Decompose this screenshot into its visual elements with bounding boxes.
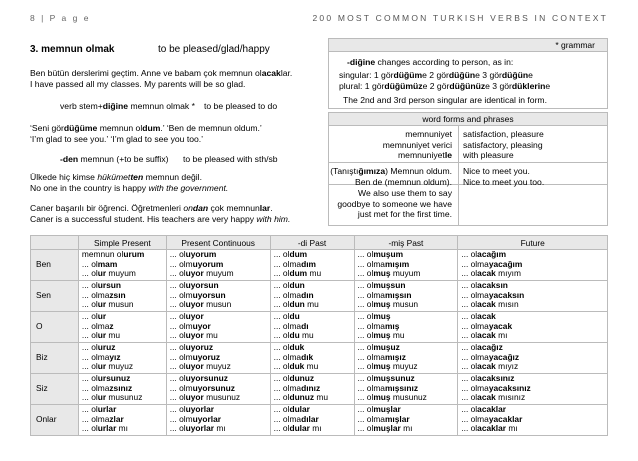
- conjugation-form: ... oluyor muyuz: [169, 361, 231, 372]
- conjugation-form: ... olur muyum: [81, 268, 136, 279]
- conjugation-cell: [78, 250, 166, 281]
- conjugation-form: ... olduk: [273, 342, 305, 352]
- conjugation-form: ... oldun: [273, 280, 305, 290]
- conjugation-form: ... olursunuz: [81, 373, 131, 383]
- word-forms-title: word forms and phrases: [329, 113, 607, 126]
- conjugation-form: ... olmuyor: [169, 320, 211, 331]
- conjugation-form: ... olmayacağım: [461, 258, 523, 269]
- conjugation-form: ... olacak: [461, 311, 496, 321]
- conjugation-cell: [354, 374, 458, 405]
- conjugation-form: ... oldunuz mu: [273, 392, 329, 403]
- conjugation-form: ... olmuşum: [357, 249, 404, 259]
- conjugation-form: ... olmamışız: [357, 351, 406, 362]
- grammar-box-title: * grammar: [329, 39, 607, 52]
- conjugation-form: ... olmayacak: [461, 320, 513, 331]
- conjugation-cell: [270, 343, 354, 374]
- conjugation-form: ... olmayacaklar: [461, 413, 523, 424]
- table-header-row: [31, 236, 608, 250]
- table-header-future: Future: [458, 236, 608, 250]
- conjugation-form: ... oldu: [273, 311, 300, 321]
- example-tr-1: Ben bütün derslerimi geçtim. Anne ve babam çok memnun olacaklar.: [30, 68, 293, 78]
- conjugation-form: ... olmamışsın: [357, 289, 412, 300]
- conjugation-form: ... oldular mı: [273, 423, 322, 434]
- conjugation-cell: [354, 405, 458, 436]
- word-forms-box: [328, 112, 608, 226]
- conjugation-form: ... olmamışsınız: [357, 382, 419, 393]
- conjugation-form: ... oluyor musunuz: [169, 392, 241, 403]
- grammar-note: The 2nd and 3rd person singular are identical in form.: [343, 95, 547, 105]
- conjugation-form: ... olmuş musunuz: [357, 392, 427, 403]
- conjugation-form: ... olacak mı: [461, 330, 508, 341]
- conjugation-form: ... oldu mu: [273, 330, 314, 341]
- pronoun-cell: Ben: [31, 250, 79, 281]
- conjugation-cell: [270, 405, 354, 436]
- example-tr-4: Caner başarılı bir öğrenci. Öğretmenleri ondan çok memnunlar.: [30, 203, 273, 213]
- conjugation-form: ... olmuşsun: [357, 280, 406, 290]
- conjugation-cell: [354, 250, 458, 281]
- conjugation-form: ... olacak mısın: [461, 299, 519, 310]
- conjugation-form: ... oluyor: [169, 311, 204, 321]
- verb-title: 3. memnun olmak: [30, 44, 115, 55]
- conjugation-form: ... oluyoruz: [169, 342, 214, 352]
- conjugation-cell: [78, 405, 166, 436]
- table-header-present-continuous: Present Continuous: [166, 236, 270, 250]
- conjugation-cell: [354, 312, 458, 343]
- conjugation-form: ... olmam: [81, 258, 118, 269]
- word-forms-note: We also use them to say goodbye to someone we have just met for the first time.: [337, 188, 452, 219]
- conjugation-form: ... olmayacaksınız: [461, 382, 531, 393]
- table-row: [31, 250, 608, 281]
- conjugation-form: ... oldum: [273, 249, 308, 259]
- conjugation-cell: [270, 374, 354, 405]
- page-number: 8 | P a g e: [30, 13, 91, 23]
- conjugation-form: ... oldun mu: [273, 299, 319, 310]
- table-row: [31, 281, 608, 312]
- conjugation-cell: [166, 281, 270, 312]
- conjugation-cell: [458, 374, 608, 405]
- conjugation-form: ... olmuş muyuz: [357, 361, 418, 372]
- conjugation-cell: [270, 250, 354, 281]
- conjugation-form: ... olmuş: [357, 311, 391, 321]
- conjugation-form: ... olmuşlar: [357, 404, 401, 414]
- conjugation-form: ... olurlar mı: [81, 423, 128, 434]
- conjugation-form: ... olmaz: [81, 320, 114, 331]
- conjugation-cell: [166, 250, 270, 281]
- pronoun-cell: Biz: [31, 343, 79, 374]
- conjugation-form: ... olurlar: [81, 404, 117, 414]
- conjugation-cell: [166, 343, 270, 374]
- conjugation-cell: [270, 312, 354, 343]
- table-header-mis-past: -miş Past: [354, 236, 458, 250]
- pronoun-cell: O: [31, 312, 79, 343]
- conjugation-form: memnun olurum: [81, 249, 145, 259]
- word-forms-turkish-2: (Tanıştığımıza) Memnun oldum. Ben de (memnun oldum).: [330, 166, 452, 187]
- word-forms-english-1: satisfaction, pleasure satisfactory, pleasing with pleasure: [463, 129, 544, 160]
- conjugation-form: ... olacağım: [461, 249, 507, 259]
- pronoun-cell: Onlar: [31, 405, 79, 436]
- example-tr-3: Ülkede hiç kimse hükümetten memnun değil.: [30, 172, 202, 182]
- conjugation-form: ... olur musun: [81, 299, 134, 310]
- conjugation-form: ... olmuyoruz: [169, 351, 221, 362]
- table-header-simple-present: Simple Present: [78, 236, 166, 250]
- conjugation-cell: [78, 374, 166, 405]
- conjugation-form: ... oldum mu: [273, 268, 322, 279]
- conjugation-form: ... olduk mu: [273, 361, 319, 372]
- conjugation-form: ... olmamış: [357, 320, 400, 331]
- conjugation-form: ... olur mu: [81, 330, 121, 341]
- word-forms-turkish-1: memnuniyet memnuniyet verici memnuniyetle: [382, 129, 452, 160]
- conjugation-form: ... olmuşuz: [357, 342, 400, 352]
- word-forms-english-2: Nice to meet you. Nice to meet you too.: [463, 166, 545, 187]
- conjugation-form: ... oluyor musun: [169, 299, 232, 310]
- grammar-plural: plural: 1 gördüğümüze 2 gördüğünüze 3 gördüklerine: [339, 81, 551, 91]
- conjugation-form: ... oldunuz: [273, 373, 315, 383]
- conjugation-form: ... olmadılar: [273, 413, 319, 424]
- conjugation-form: ... olmadım: [273, 258, 316, 269]
- conjugation-form: ... olacaklar mı: [461, 423, 518, 434]
- grammar-box: [328, 38, 608, 109]
- conjugation-form: ... oluyorlar: [169, 404, 215, 414]
- conjugation-form: ... olacak mıyız: [461, 361, 519, 372]
- conjugation-cell: [458, 405, 608, 436]
- conjugation-cell: [458, 250, 608, 281]
- conjugation-form: ... oluyorum: [169, 249, 217, 259]
- pronoun-cell: Sen: [31, 281, 79, 312]
- page-header: [30, 13, 608, 27]
- grammar-singular: singular: 1 gördüğüme 2 gördüğüne 3 gördüğüne: [339, 70, 533, 80]
- conjugation-form: ... olacağız: [461, 342, 503, 352]
- conjugation-form: ... olacaksın: [461, 280, 508, 290]
- conjugation-form: ... olmamışlar: [357, 413, 410, 424]
- conjugation-form: ... olur muyuz: [81, 361, 134, 372]
- conjugation-form: ... olacak mısınız: [461, 392, 526, 403]
- conjugation-form: ... olmuyorsunuz: [169, 382, 235, 393]
- conjugation-form: ... olmamışım: [357, 258, 410, 269]
- table-header-blank: [31, 236, 79, 250]
- conjugation-form: ... olur musunuz: [81, 392, 143, 403]
- conjugation-form: ... oluyor muyum: [169, 268, 234, 279]
- conjugation-form: ... oluyorlar mı: [169, 423, 226, 434]
- word-forms-rule: [329, 162, 607, 163]
- conjugation-cell: [166, 405, 270, 436]
- conjugation-form: ... olmazsınız: [81, 382, 133, 393]
- conjugation-form: ... olursun: [81, 280, 121, 290]
- table-row: [31, 374, 608, 405]
- word-forms-divider: [458, 126, 459, 226]
- conjugation-form: ... olmazsın: [81, 289, 126, 300]
- conjugation-form: ... oluyor mu: [169, 330, 218, 341]
- conjugation-form: ... olmuş mu: [357, 330, 405, 341]
- conjugation-cell: [458, 312, 608, 343]
- conjugation-form: ... olmuşlar mı: [357, 423, 413, 434]
- conjugation-form: ... olmuyorsun: [169, 289, 226, 300]
- verb-meaning: to be pleased/glad/happy: [158, 44, 270, 55]
- conjugation-form: ... olmayacaksın: [461, 289, 525, 300]
- conjugation-cell: [78, 281, 166, 312]
- rule-den: -den memnun (+to be suffix) to be pleased with sth/sb: [60, 154, 278, 164]
- table-row: [31, 312, 608, 343]
- conjugation-form: ... olacak mıyım: [461, 268, 521, 279]
- conjugation-cell: [166, 374, 270, 405]
- conjugation-cell: [166, 312, 270, 343]
- conjugation-form: ... oluruz: [81, 342, 116, 352]
- conjugation-form: ... olmadınız: [273, 382, 321, 393]
- rule-diğine: verb stem+diğine memnun olmak * to be pleased to do: [60, 101, 278, 111]
- conjugation-cell: [458, 281, 608, 312]
- grammar-line-1: -diğine changes according to person, as in:: [347, 57, 514, 67]
- conjugation-table: [30, 235, 608, 436]
- conjugation-form: ... olmadık: [273, 351, 314, 362]
- table-header-di-past: -di Past: [270, 236, 354, 250]
- conjugation-cell: [78, 312, 166, 343]
- example-tr-2: ‘Seni gördüğüme memnun oldum.’ ‘Ben de memnun oldum.’: [30, 123, 262, 133]
- conjugation-form: ... olur: [81, 311, 107, 321]
- example-en-1: I have passed all my classes. My parents will be so glad.: [30, 79, 246, 89]
- conjugation-form: ... olmuşsunuz: [357, 373, 415, 383]
- conjugation-form: ... olmuyorlar: [169, 413, 221, 424]
- conjugation-form: ... olmazlar: [81, 413, 124, 424]
- conjugation-cell: [354, 281, 458, 312]
- conjugation-form: ... olacaksınız: [461, 373, 515, 383]
- example-en-2: ‘I’m glad to see you.’ ‘I’m glad to see you too.’: [30, 134, 204, 144]
- conjugation-form: ... olmayız: [81, 351, 121, 362]
- conjugation-form: ... oluyorsunuz: [169, 373, 228, 383]
- conjugation-cell: [270, 281, 354, 312]
- conjugation-form: ... oldular: [273, 404, 310, 414]
- example-en-4: Caner is a successful student. His teachers are very happy with him.: [30, 214, 291, 224]
- table-row: [31, 343, 608, 374]
- conjugation-form: ... olmuş musun: [357, 299, 419, 310]
- conjugation-form: ... olmadı: [273, 320, 309, 331]
- conjugation-form: ... olmuyorum: [169, 258, 224, 269]
- conjugation-cell: [458, 343, 608, 374]
- conjugation-cell: [354, 343, 458, 374]
- book-title: 200 MOST COMMON TURKISH VERBS IN CONTEXT: [312, 13, 608, 23]
- table-row: [31, 405, 608, 436]
- conjugation-form: ... olmadın: [273, 289, 314, 300]
- conjugation-form: ... olacaklar: [461, 404, 507, 414]
- conjugation-form: ... olmayacağız: [461, 351, 520, 362]
- example-en-3: No one in the country is happy with the government.: [30, 183, 229, 193]
- pronoun-cell: Siz: [31, 374, 79, 405]
- conjugation-form: ... oluyorsun: [169, 280, 219, 290]
- conjugation-form: ... olmuş muyum: [357, 268, 421, 279]
- conjugation-cell: [78, 343, 166, 374]
